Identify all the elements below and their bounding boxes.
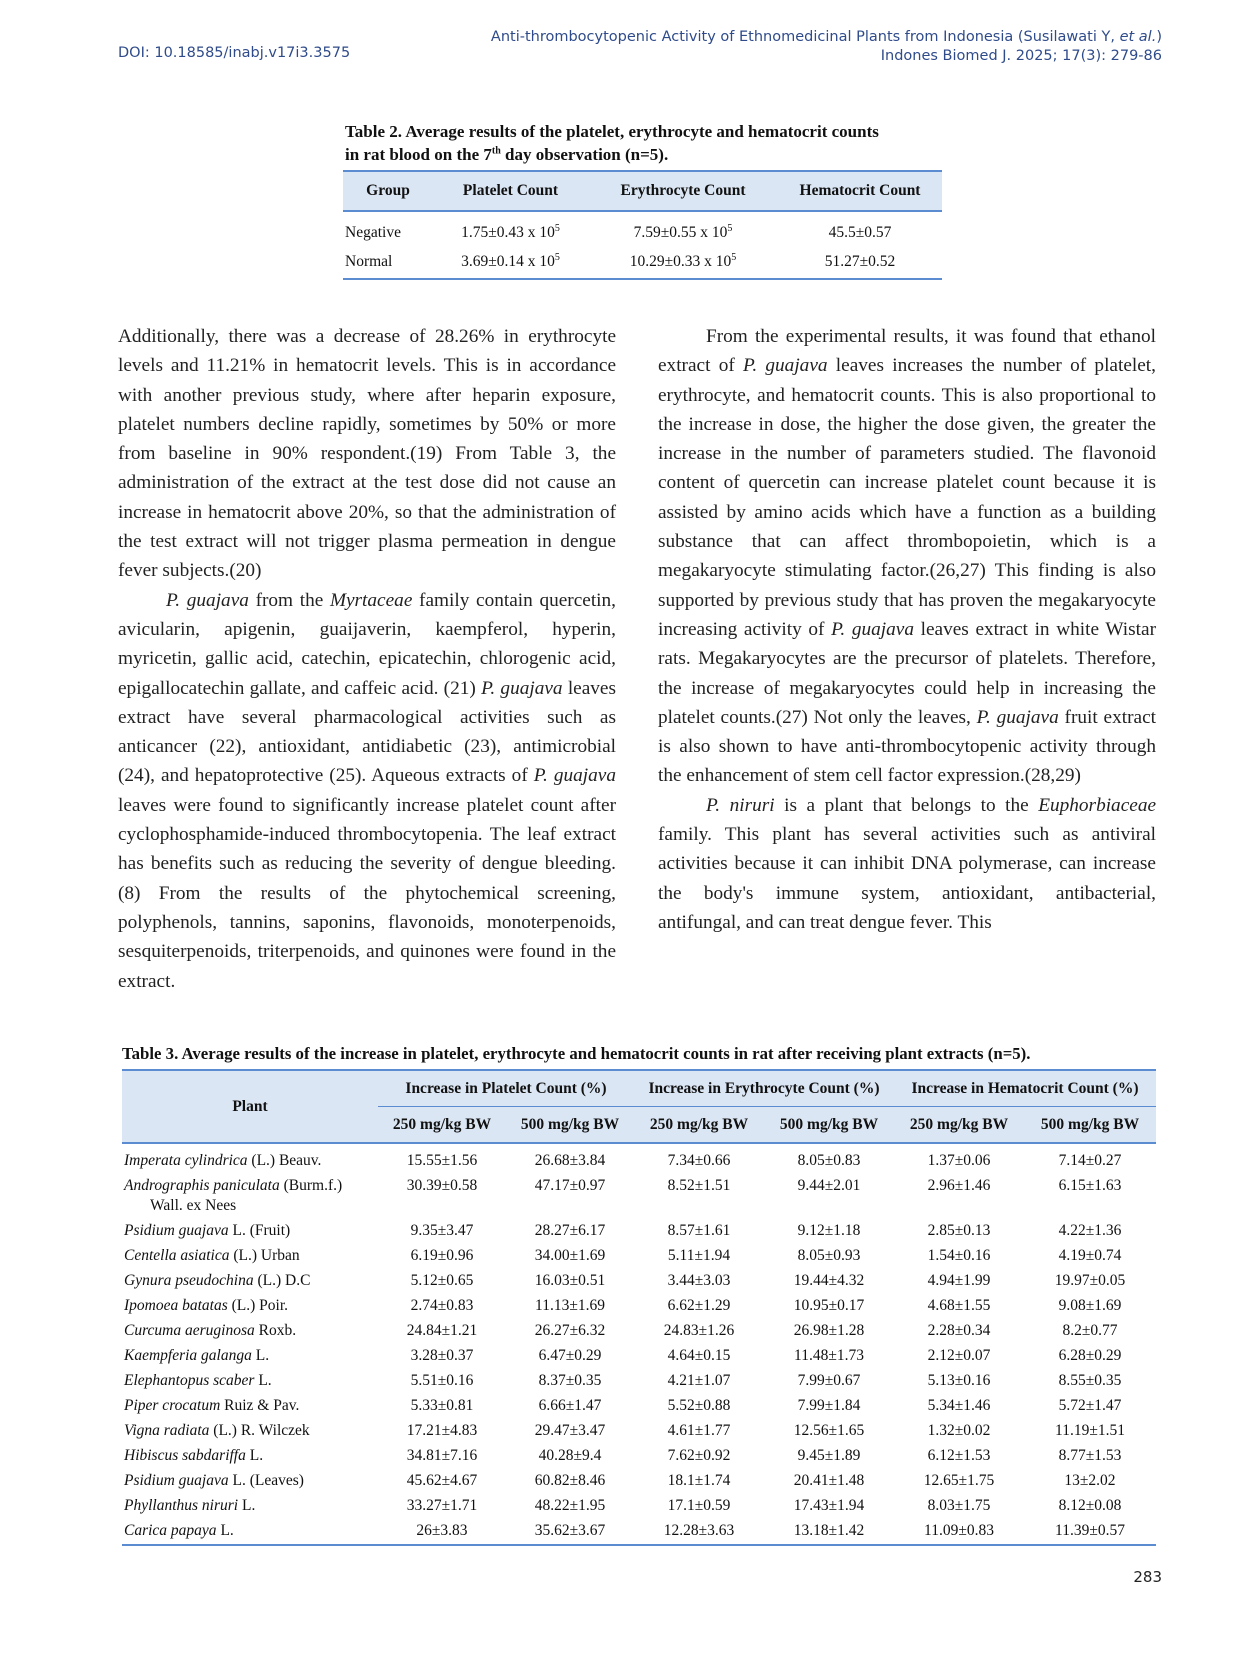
cell-h250: 5.13±0.16 (927, 1372, 991, 1389)
table2-header-platelet: Platelet Count (433, 171, 588, 211)
cell-e250: 3.44±3.03 (667, 1272, 731, 1289)
sci-notation: x 10 (527, 252, 555, 270)
table2 (343, 170, 942, 280)
sci-notation: x 10 (527, 223, 555, 241)
cell-group: Negative (345, 223, 401, 241)
running-title: Anti-thrombocytopenic Activity of Ethnomedicinal Plants from Indonesia (Susilawati Y, et al.) (490, 29, 1162, 45)
cell-plant (122, 1219, 378, 1244)
cell-e250: 6.62±1.29 (667, 1297, 731, 1314)
cell-group: Normal (343, 247, 433, 279)
cell-p500: 60.82±8.46 (534, 1472, 606, 1489)
exponent: 5 (727, 222, 733, 234)
paragraph: P. guajava from the Myrtaceae family contain quercetin, avicularin, apigenin, guaijaverin, kaempferol, hyperin, myricetin, gallic acid, catechin, epicatechin, chlorogenic acid, epigallocatechin gallate, and caffeic acid. (21) P. guajava leaves extract have several pharmacological activities such as anticancer (22), antioxidant, antidiabetic (23), antimicrobial (24), and hepatoprotective (25). Aqueous extracts of P. guajava leaves were found to significantly increase platelet count after cyclophosphamide-induced thrombocytopenia. The leaf extract has benefits such as reducing the severity of dengue bleeding.(8) From the results of the phytochemical screening, polyphenols, tannins, saponins, flavonoids, monoterpenoids, sesquiterpenoids, triterpenoids, and quinones were found in the extract. (118, 589, 616, 992)
cell-plant (122, 1344, 378, 1369)
cell-platelet (433, 211, 588, 247)
cell-h250: 1.37±0.06 (927, 1152, 991, 1169)
species-name: Ipomoea batatas (124, 1297, 228, 1314)
species-name: Curcuma aeruginosa (124, 1322, 255, 1339)
cell-p250: 30.39±0.58 (406, 1177, 478, 1194)
cell-e250: 7.62±0.92 (667, 1447, 731, 1464)
cell-h500: 4.22±1.36 (1058, 1222, 1122, 1239)
cell-p500: 40.28±9.4 (538, 1447, 602, 1464)
table2-caption: Table 2. Average results of the platelet, erythrocyte and hematocrit counts in rat blood on the 7th day observation (n=5). (345, 122, 879, 164)
cell-e500: 7.99±0.67 (797, 1372, 861, 1389)
table-row (122, 1444, 1156, 1469)
page-number: 283 (1133, 1568, 1162, 1586)
table-row (122, 1419, 1156, 1444)
cell-h500: 19.97±0.05 (1054, 1272, 1126, 1289)
species-authority: L. (245, 1447, 264, 1464)
exponent: 5 (554, 222, 560, 234)
cell-e500: 26.98±1.28 (793, 1322, 865, 1339)
table3 (122, 1069, 1156, 1546)
cell-h500: 8.12±0.08 (1058, 1497, 1122, 1514)
cell-p250: 33.27±1.71 (406, 1497, 478, 1514)
cell-plant (122, 1394, 378, 1419)
cell-p250: 3.28±0.37 (410, 1347, 474, 1364)
table3-header-platelet: Increase in Platelet Count (%) (378, 1070, 634, 1107)
species-authority: L. (251, 1347, 270, 1364)
cell-h250: 1.32±0.02 (927, 1422, 991, 1439)
cell-e500: 12.56±1.65 (793, 1422, 865, 1439)
cell-e250: 5.52±0.88 (667, 1397, 731, 1414)
journal-citation: Indones Biomed J. 2025; 17(3): 279-86 (880, 48, 1162, 64)
table-row (122, 1344, 1156, 1369)
cell-h500: 11.39±0.57 (1024, 1519, 1156, 1545)
table-row (122, 1394, 1156, 1419)
cell-p500: 48.22±1.95 (534, 1497, 606, 1514)
cell-p500: 34.00±1.69 (534, 1247, 606, 1264)
cell-p500: 6.66±1.47 (538, 1397, 602, 1414)
cell-h250: 12.65±1.75 (923, 1472, 995, 1489)
species-name: Phyllanthus niruri (124, 1497, 239, 1514)
species-authority: L. (254, 1372, 272, 1389)
species-authority: Roxb. (254, 1322, 297, 1339)
cell-e500: 8.05±0.83 (797, 1152, 861, 1169)
cell-plant (122, 1494, 378, 1519)
cell-p500: 26.27±6.32 (534, 1322, 606, 1339)
cell-p250: 45.62±4.67 (406, 1472, 478, 1489)
cell-p500: 28.27±6.17 (534, 1222, 606, 1239)
species-authority: (L.) R. Wilczek (209, 1422, 310, 1439)
dose-header: 500 mg/kg BW (1024, 1107, 1156, 1144)
dose-header: 250 mg/kg BW (378, 1107, 506, 1144)
table-row (122, 1369, 1156, 1394)
table-row (122, 1143, 1156, 1174)
cell-platelet (433, 247, 588, 279)
cell-plant (122, 1519, 378, 1545)
cell-plant (122, 1269, 378, 1294)
table-row (122, 1174, 1156, 1219)
cell-hematocrit: 45.5±0.57 (828, 223, 892, 241)
cell-value: 7.59±0.55 (633, 223, 697, 241)
table3-body (122, 1143, 1156, 1545)
cell-p250: 5.12±0.65 (410, 1272, 474, 1289)
cell-h500: 7.14±0.27 (1058, 1152, 1122, 1169)
paragraph: Additionally, there was a decrease of 28.26% in erythrocyte levels and 11.21% in hematocrit levels. This is in accordance with another previous study, where after heparin exposure, platelet numbers decline rapidly, sometimes by 50% or more from baseline in 90% respondent.(19) From Table 3, the administration of the extract at the test dose did not cause an increase in hematocrit above 20%, so that the administration of the test extract will not trigger plasma permeation in dengue fever subjects.(20) (118, 326, 616, 582)
species-name: Andrographis paniculata (124, 1177, 280, 1194)
cell-h250: 11.09±0.83 (894, 1519, 1024, 1545)
table2-header-erythrocyte: Erythrocyte Count (588, 171, 778, 211)
cell-p250: 5.51±0.16 (410, 1372, 474, 1389)
cell-h250: 2.28±0.34 (927, 1322, 991, 1339)
cell-p250: 2.74±0.83 (410, 1297, 474, 1314)
cell-p250: 34.81±7.16 (406, 1447, 478, 1464)
table-row (343, 211, 942, 247)
cell-plant (122, 1369, 378, 1394)
cell-p250: 17.21±4.83 (406, 1422, 478, 1439)
table-row (122, 1319, 1156, 1344)
species-name: Psidium guajava (124, 1222, 229, 1239)
cell-erythrocyte (588, 247, 778, 279)
species-authority: Ruiz & Pav. (220, 1397, 300, 1414)
cell-h250: 1.54±0.16 (927, 1247, 991, 1264)
table3-header-plant: Plant (122, 1070, 378, 1143)
species-authority: L. (238, 1497, 256, 1514)
doi-text: DOI: 10.18585/inabj.v17i3.3575 (118, 45, 351, 61)
table-row (122, 1469, 1156, 1494)
cell-plant (122, 1419, 378, 1444)
cell-h500: 8.2±0.77 (1062, 1322, 1118, 1339)
species-authority: (L.) Poir. (227, 1297, 289, 1314)
cell-erythrocyte (588, 211, 778, 247)
species-name: Hibiscus sabdariffa (124, 1447, 246, 1464)
table-row (343, 247, 942, 279)
species-authority: L. (216, 1522, 234, 1539)
cell-h250: 2.96±1.46 (927, 1177, 991, 1194)
cell-h500: 11.19±1.51 (1055, 1422, 1125, 1439)
cell-e500: 10.95±0.17 (793, 1297, 865, 1314)
table3-header-erythrocyte: Increase in Erythrocyte Count (%) (634, 1070, 894, 1107)
table2-header-group: Group (343, 171, 433, 211)
species-authority: (L.) Urban (229, 1247, 300, 1264)
cell-p500: 47.17±0.97 (534, 1177, 606, 1194)
cell-e250: 4.64±0.15 (667, 1347, 731, 1364)
species-authority-cont: Wall. ex Nees (150, 1197, 237, 1214)
species-authority: (L.) D.C (253, 1272, 311, 1289)
cell-p250: 15.55±1.56 (406, 1152, 478, 1169)
cell-h250: 6.12±1.53 (927, 1447, 991, 1464)
table2-body (343, 211, 942, 279)
cell-e250: 4.21±1.07 (667, 1372, 731, 1389)
cell-h250: 2.85±0.13 (927, 1222, 991, 1239)
cell-e250: 17.1±0.59 (667, 1497, 731, 1514)
cell-e500: 11.48±1.73 (794, 1347, 864, 1364)
table-row (122, 1219, 1156, 1244)
cell-p250: 24.84±1.21 (406, 1322, 478, 1339)
dose-header: 500 mg/kg BW (764, 1107, 894, 1144)
table-row (122, 1269, 1156, 1294)
cell-p500: 6.47±0.29 (538, 1347, 602, 1364)
cell-h250: 4.94±1.99 (927, 1272, 991, 1289)
cell-p500: 8.37±0.35 (538, 1372, 602, 1389)
cell-e250: 8.57±1.61 (667, 1222, 731, 1239)
left-column (118, 322, 616, 996)
cell-plant (122, 1444, 378, 1469)
cell-value: 10.29±0.33 (629, 252, 701, 270)
cell-h500: 9.08±1.69 (1058, 1297, 1122, 1314)
cell-h250: 5.34±1.46 (927, 1397, 991, 1414)
cell-e250: 8.52±1.51 (667, 1177, 731, 1194)
cell-p250: 5.33±0.81 (410, 1397, 474, 1414)
cell-e500: 8.05±0.93 (797, 1247, 861, 1264)
exponent: 5 (731, 251, 737, 263)
cell-plant (122, 1174, 378, 1219)
species-name: Kaempferia galanga (124, 1347, 252, 1364)
cell-h250: 8.03±1.75 (927, 1497, 991, 1514)
species-authority: L. (Fruit) (228, 1222, 291, 1239)
sci-notation: x 10 (700, 223, 728, 241)
cell-e500: 9.12±1.18 (797, 1222, 861, 1239)
cell-h500: 6.15±1.63 (1058, 1177, 1122, 1194)
species-name: Centella asiatica (124, 1247, 230, 1264)
species-name: Gynura pseudochina (124, 1272, 254, 1289)
cell-e500: 19.44±4.32 (793, 1272, 865, 1289)
table-row (122, 1494, 1156, 1519)
table2-header-row (343, 171, 942, 211)
cell-p500: 29.47±3.47 (534, 1422, 606, 1439)
dose-header: 500 mg/kg BW (506, 1107, 634, 1144)
cell-h250: 4.68±1.55 (927, 1297, 991, 1314)
species-authority: (L.) Beauv. (247, 1152, 322, 1169)
cell-e250: 5.11±1.94 (667, 1247, 731, 1264)
dose-header: 250 mg/kg BW (894, 1107, 1024, 1144)
cell-e500: 7.99±1.84 (797, 1397, 861, 1414)
cell-plant (122, 1143, 378, 1174)
cell-e500: 9.44±2.01 (797, 1177, 861, 1194)
cell-e500: 9.45±1.89 (797, 1447, 861, 1464)
dose-header: 250 mg/kg BW (634, 1107, 764, 1144)
cell-p250: 6.19±0.96 (410, 1247, 474, 1264)
paragraph: From the experimental results, it was found that ethanol extract of P. guajava leaves increases the number of platelet, erythrocyte, and hematocrit counts. This is also proportional to the increase in dose, the higher the dose given, the greater the increase in the number of parameters studied. The flavonoid content of quercetin can increase platelet count because it is assisted by amino acids which have a function as a building substance that can affect thrombopoietin, which is a megakaryocyte stimulating factor.(26,27) This finding is also supported by previous study that has proven the megakaryocyte increasing activity of P. guajava leaves extract in white Wistar rats. Megakaryocytes are the precursor of platelets. Therefore, the increase of megakaryocytes could help in increasing the platelet counts.(27) Not only the leaves, P. guajava fruit extract is also shown to have anti-thrombocytopenic activity through the enhancement of stem cell factor expression.(28,29) (658, 326, 1156, 787)
cell-p500: 26.68±3.84 (534, 1152, 606, 1169)
cell-e250: 12.28±3.63 (634, 1519, 764, 1545)
cell-e500: 20.41±1.48 (793, 1472, 865, 1489)
cell-e500: 17.43±1.94 (793, 1497, 865, 1514)
species-name: Elephantopus scaber (124, 1372, 255, 1389)
cell-hematocrit: 51.27±0.52 (778, 247, 942, 279)
cell-plant (122, 1294, 378, 1319)
cell-e250: 24.83±1.26 (663, 1322, 735, 1339)
cell-p500: 11.13±1.69 (535, 1297, 605, 1314)
right-column (658, 322, 1156, 937)
cell-e250: 18.1±1.74 (667, 1472, 731, 1489)
table3-caption: Table 3. Average results of the increase in platelet, erythrocyte and hematocrit counts in rat after receiving plant extracts (n=5). (122, 1044, 1031, 1063)
cell-h500: 8.77±1.53 (1058, 1447, 1122, 1464)
table-row (122, 1294, 1156, 1319)
cell-h500: 4.19±0.74 (1058, 1247, 1122, 1264)
table3-header-hematocrit: Increase in Hematocrit Count (%) (894, 1070, 1156, 1107)
species-name: Psidium guajava (124, 1472, 229, 1489)
species-authority: L. (Leaves) (228, 1472, 304, 1489)
table-row (122, 1519, 1156, 1545)
running-header (491, 28, 1162, 66)
cell-p250: 26±3.83 (378, 1519, 506, 1545)
cell-h250: 2.12±0.07 (927, 1347, 991, 1364)
species-name: Vigna radiata (124, 1422, 210, 1439)
cell-p250: 9.35±3.47 (410, 1222, 474, 1239)
cell-p500: 16.03±0.51 (534, 1272, 606, 1289)
cell-value: 3.69±0.14 (461, 252, 524, 270)
cell-plant (122, 1469, 378, 1494)
species-name: Piper crocatum (124, 1397, 221, 1414)
sci-notation: x 10 (704, 252, 732, 270)
cell-e250: 4.61±1.77 (667, 1422, 731, 1439)
cell-h500: 8.55±0.35 (1058, 1372, 1122, 1389)
cell-h500: 6.28±0.29 (1058, 1347, 1122, 1364)
paragraph: P. niruri is a plant that belongs to the Euphorbiaceae family. This plant has several activities such as antiviral activities because it can inhibit DNA polymerase, can increase the body's immune system, antioxidant, antibacterial, antifungal, and can treat dengue fever. This (658, 794, 1157, 933)
cell-plant (122, 1244, 378, 1269)
cell-e250: 7.34±0.66 (667, 1152, 731, 1169)
species-name: Imperata cylindrica (124, 1152, 248, 1169)
exponent: 5 (554, 251, 560, 263)
cell-e500: 13.18±1.42 (764, 1519, 894, 1545)
cell-h500: 13±2.02 (1064, 1472, 1116, 1489)
table3-header-row (122, 1070, 1156, 1107)
cell-value: 1.75±0.43 (461, 223, 524, 241)
table-row (122, 1244, 1156, 1269)
cell-p500: 35.62±3.67 (506, 1519, 634, 1545)
species-authority: (Burm.f.) (279, 1177, 343, 1194)
table2-header-hematocrit: Hematocrit Count (778, 171, 942, 211)
cell-h500: 5.72±1.47 (1058, 1397, 1122, 1414)
cell-plant (122, 1319, 378, 1344)
species-name: Carica papaya (124, 1522, 217, 1539)
